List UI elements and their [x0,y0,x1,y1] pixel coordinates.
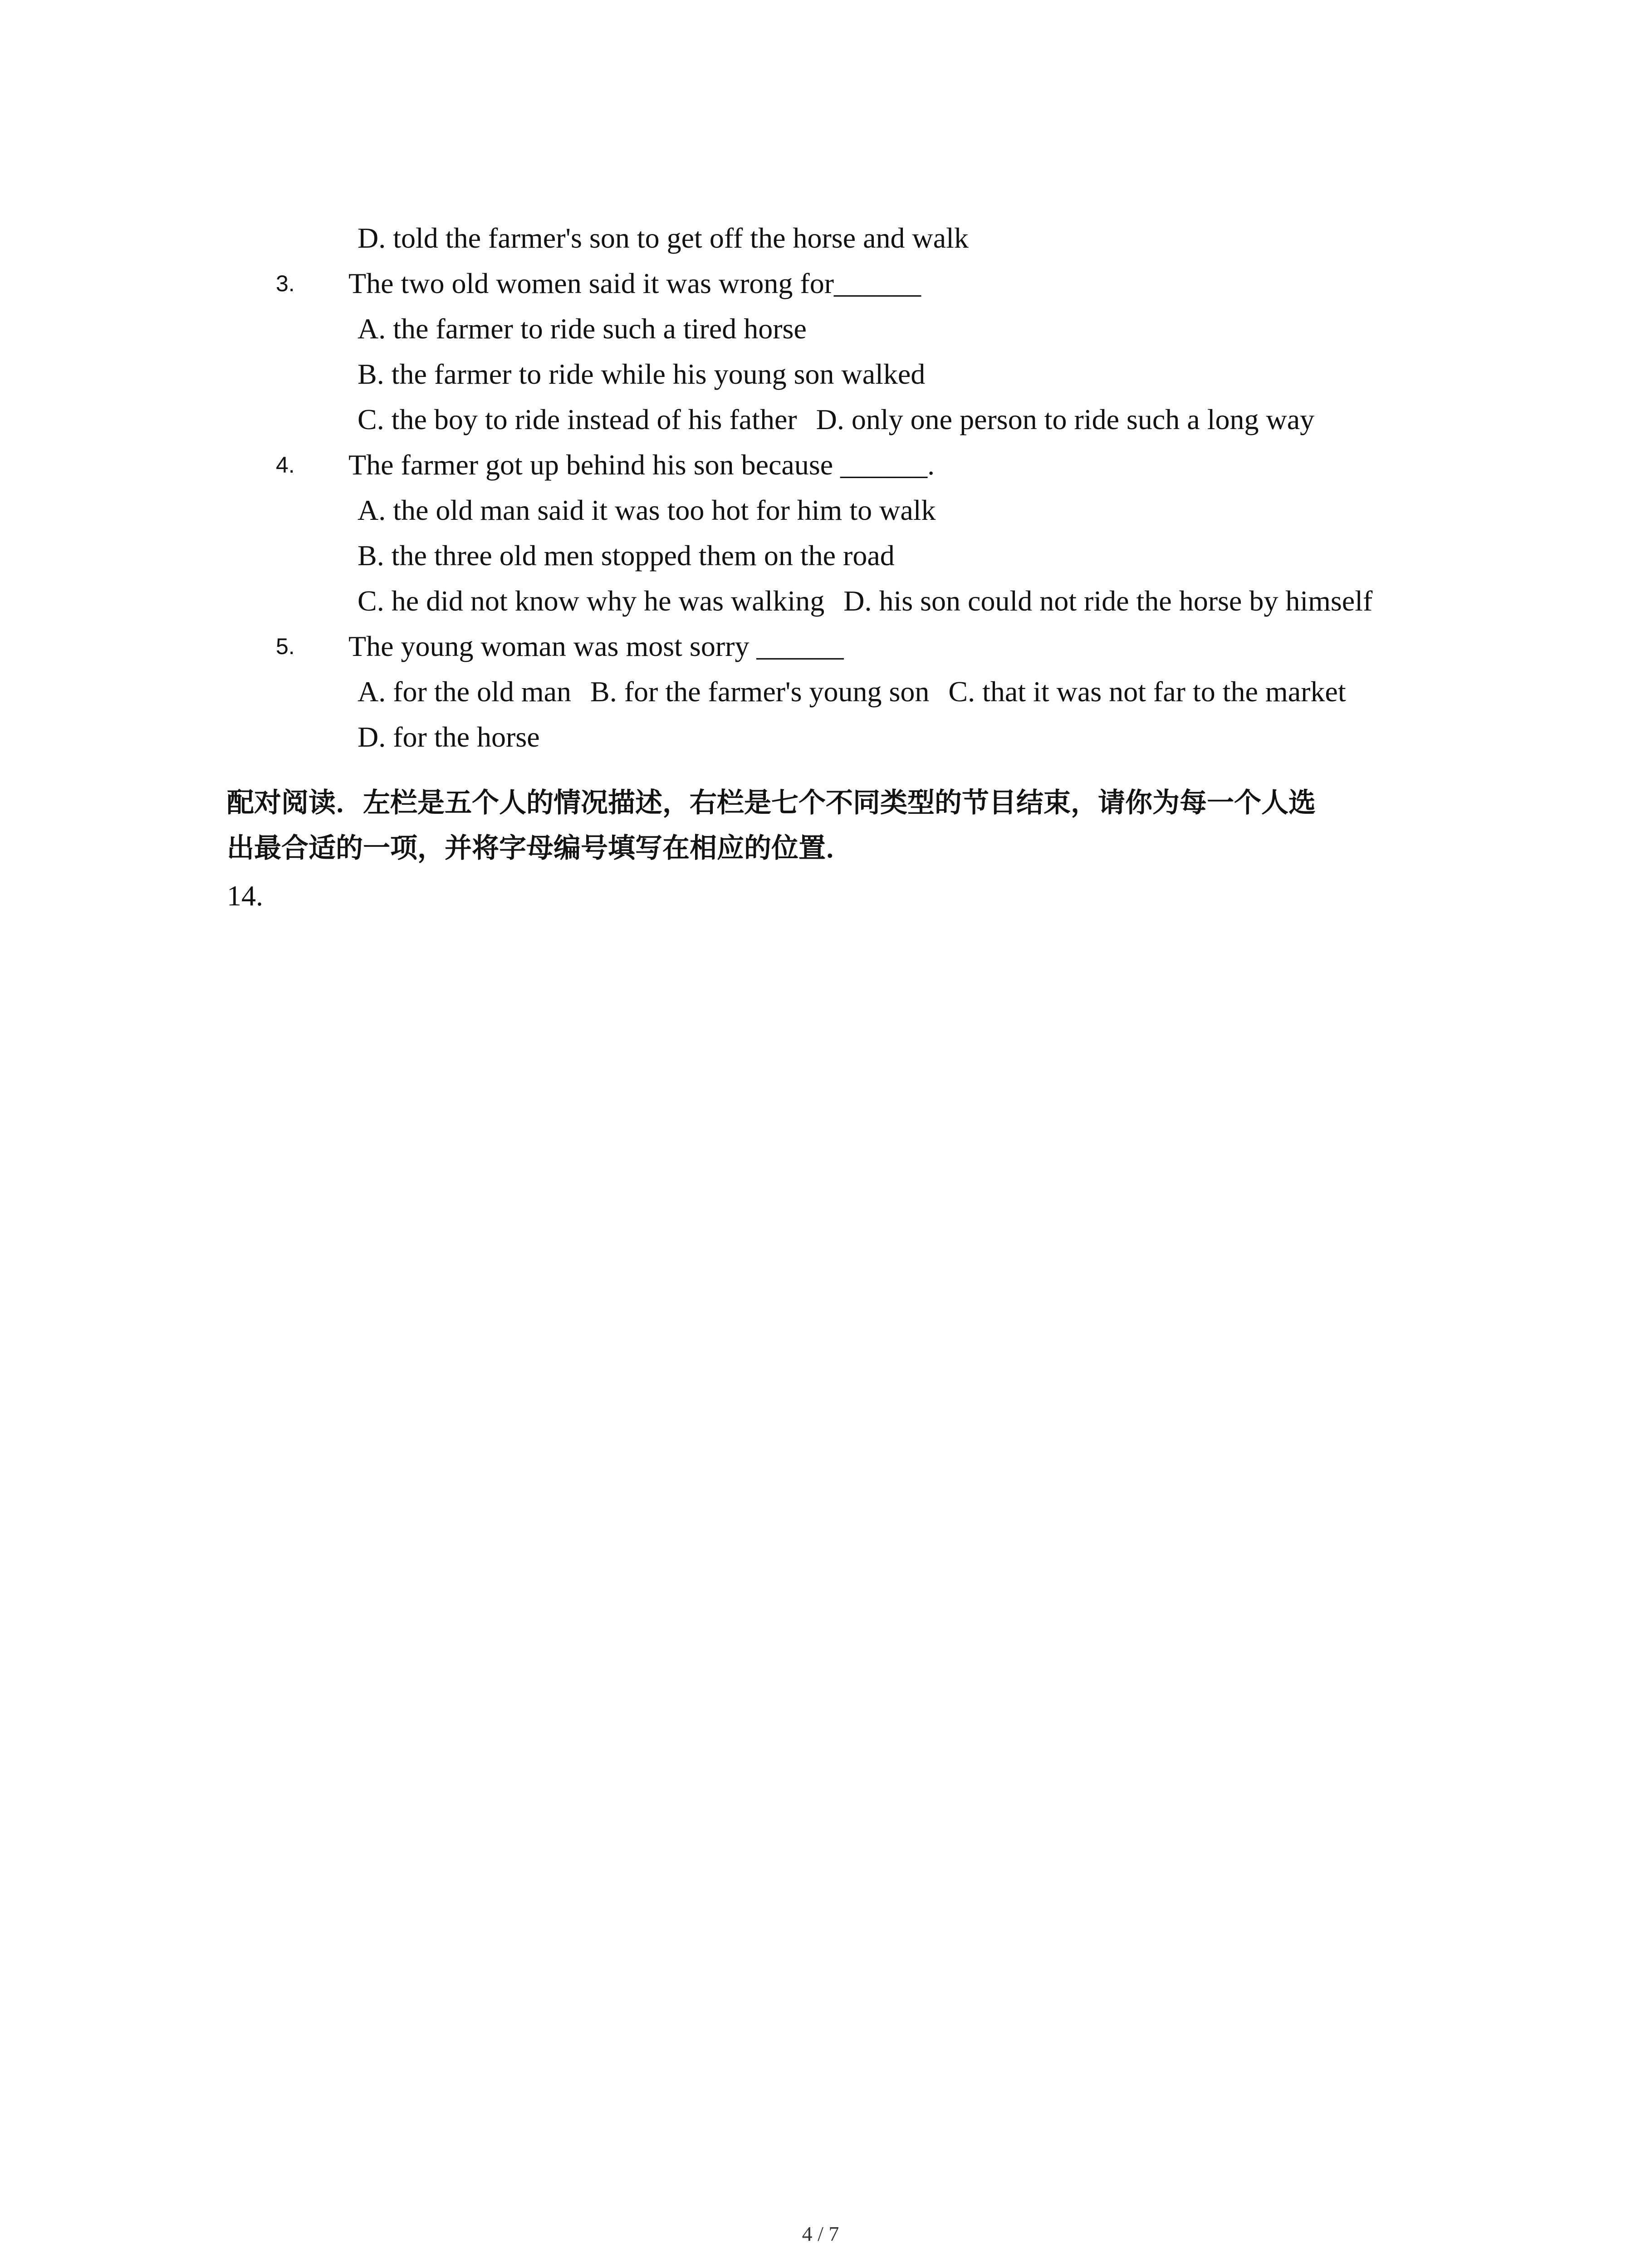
q4-option-c: C. he did not know why he was walking [358,585,825,617]
q5-number: 5. [276,634,295,659]
q5-stem: The young woman was most sorry ______ [348,630,844,662]
q3-number: 3. [276,271,295,296]
q4-option-b: B. the three old men stopped them on the road [358,539,895,572]
q3-stem: The two old women said it was wrong for______ [348,267,921,299]
q5-option-c: C. that it was not far to the market [948,675,1346,708]
section-instruction-line-2: 出最合适的一项，并将字母编号填写在相应的位置． [227,832,853,864]
q4-options-c-d [358,583,1372,619]
q5-option-b: B. for the farmer's young son [590,675,930,708]
q5-option-d: D. for the horse [358,721,540,753]
q4-option-a: A. the old man said it was too hot for him to walk [358,494,936,526]
q4-number: 4. [276,452,295,478]
q5-option-a: A. for the old man [358,675,571,708]
q2-option-d: D. told the farmer's son to get off the horse and walk [358,222,969,254]
question-14-number: 14. [227,880,263,912]
q3-option-b: B. the farmer to ride while his young son walked [358,358,926,390]
page-number: 4 / 7 [802,2222,839,2245]
q3-option-c: C. the boy to ride instead of his father [358,403,797,435]
q4-option-d: D. his son could not ride the horse by himself [843,585,1373,617]
q4-stem: The farmer got up behind his son because ______. [348,449,935,481]
q3-option-d: D. only one person to ride such a long way [816,403,1315,435]
q3-option-a: A. the farmer to ride such a tired horse [358,313,807,345]
q5-options-a-c [358,674,1346,710]
q3-options-c-d [358,401,1314,438]
section-instruction-line-1: 配对阅读．左栏是五个人的情况描述，右栏是七个不同类型的节目结束，请你为每一个人选 [227,787,1316,819]
